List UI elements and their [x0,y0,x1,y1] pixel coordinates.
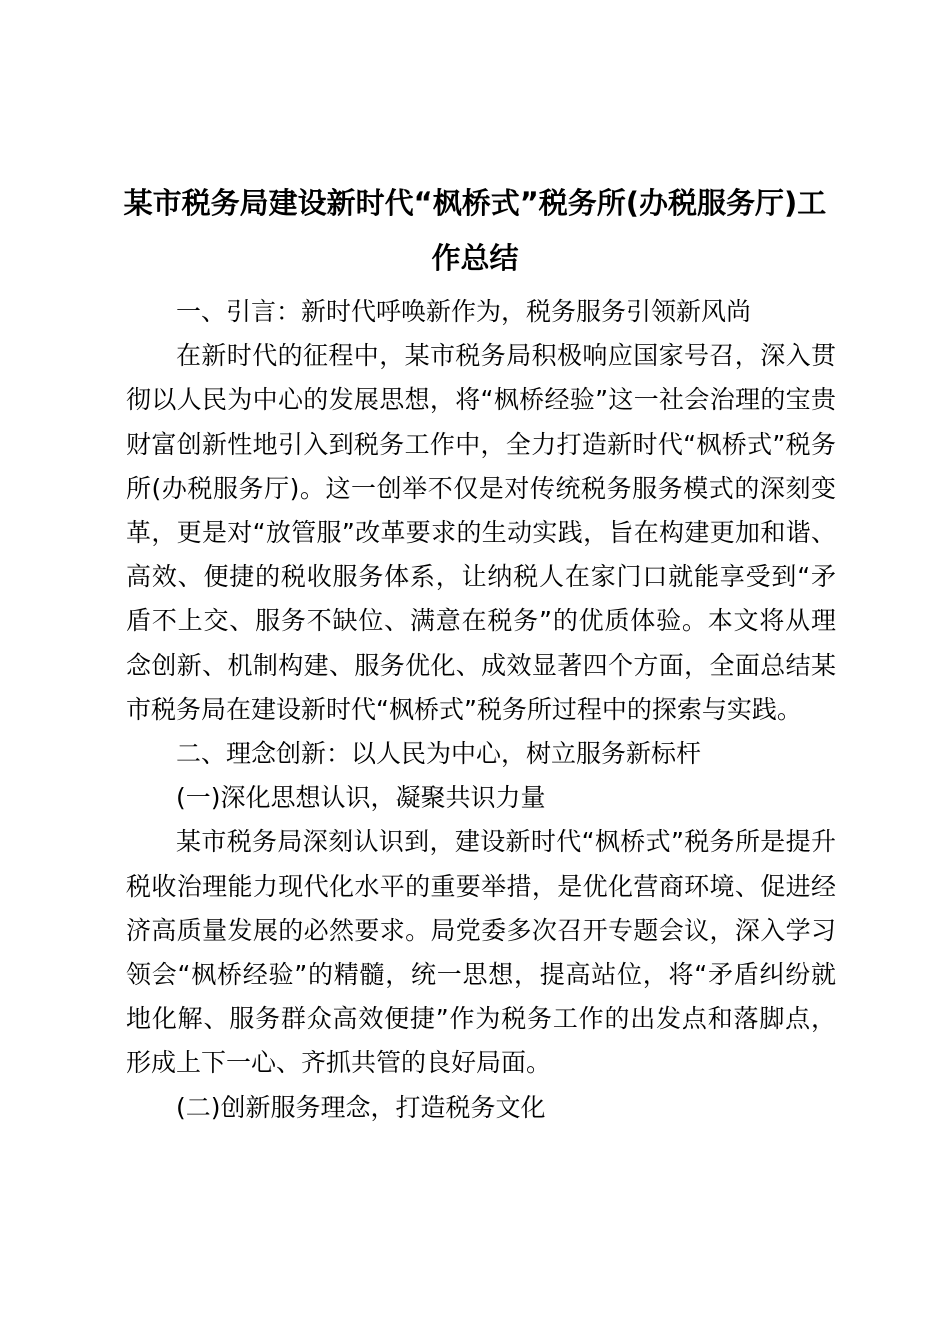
section-heading-introduction: 一、引言：新时代呼唤新作为，税务服务引领新风尚 [176,297,752,326]
subheading-innovate-service: (二)创新服务理念，打造税务文化 [176,1092,546,1122]
document-body [126,290,836,1130]
document-title: 某市税务局建设新时代“枫桥式”税务所(办税服务厅)工作总结 [123,186,827,275]
paragraph-introduction: 在新时代的征程中，某市税务局积极响应国家号召，深入贯彻以人民为中心的发展思想，将“枫桥经验”这一社会治理的宝贵财富创新性地引入到税务工作中，全力打造新时代“枫桥式”税务所(办税服务厅)。这一创举不仅是对传统税务服务模式的深刻变革，更是对“放管服”改革要求的生动实践，旨在构建更加和谐、高效、便捷的税收服务体系，让纳税人在家门口就能享受到“矛盾不上交、服务不缺位、满意在税务”的优质体验。本文将从理念创新、机制构建、服务优化、成效显著四个方面，全面总结某市税务局在建设新时代“枫桥式”税务所过程中的探索与实践。 [126,341,836,724]
subheading-deepen-understanding: (一)深化思想认识，凝聚共识力量 [176,783,546,813]
paragraph-deepen-understanding: 某市税务局深刻认识到，建设新时代“枫桥式”税务所是提升税收治理能力现代化水平的重要举措，是优化营商环境、促进经济高质量发展的必然要求。局党委多次召开专题会议，深入学习领会“枫桥经验”的精髓，统一思想，提高站位，将“矛盾纠纷就地化解、服务群众高效便捷”作为税务工作的出发点和落脚点，形成上下一心、齐抓共管的良好局面。 [126,827,836,1078]
section-heading-concept-innovation: 二、理念创新：以人民为中心，树立服务新标杆 [176,739,702,769]
